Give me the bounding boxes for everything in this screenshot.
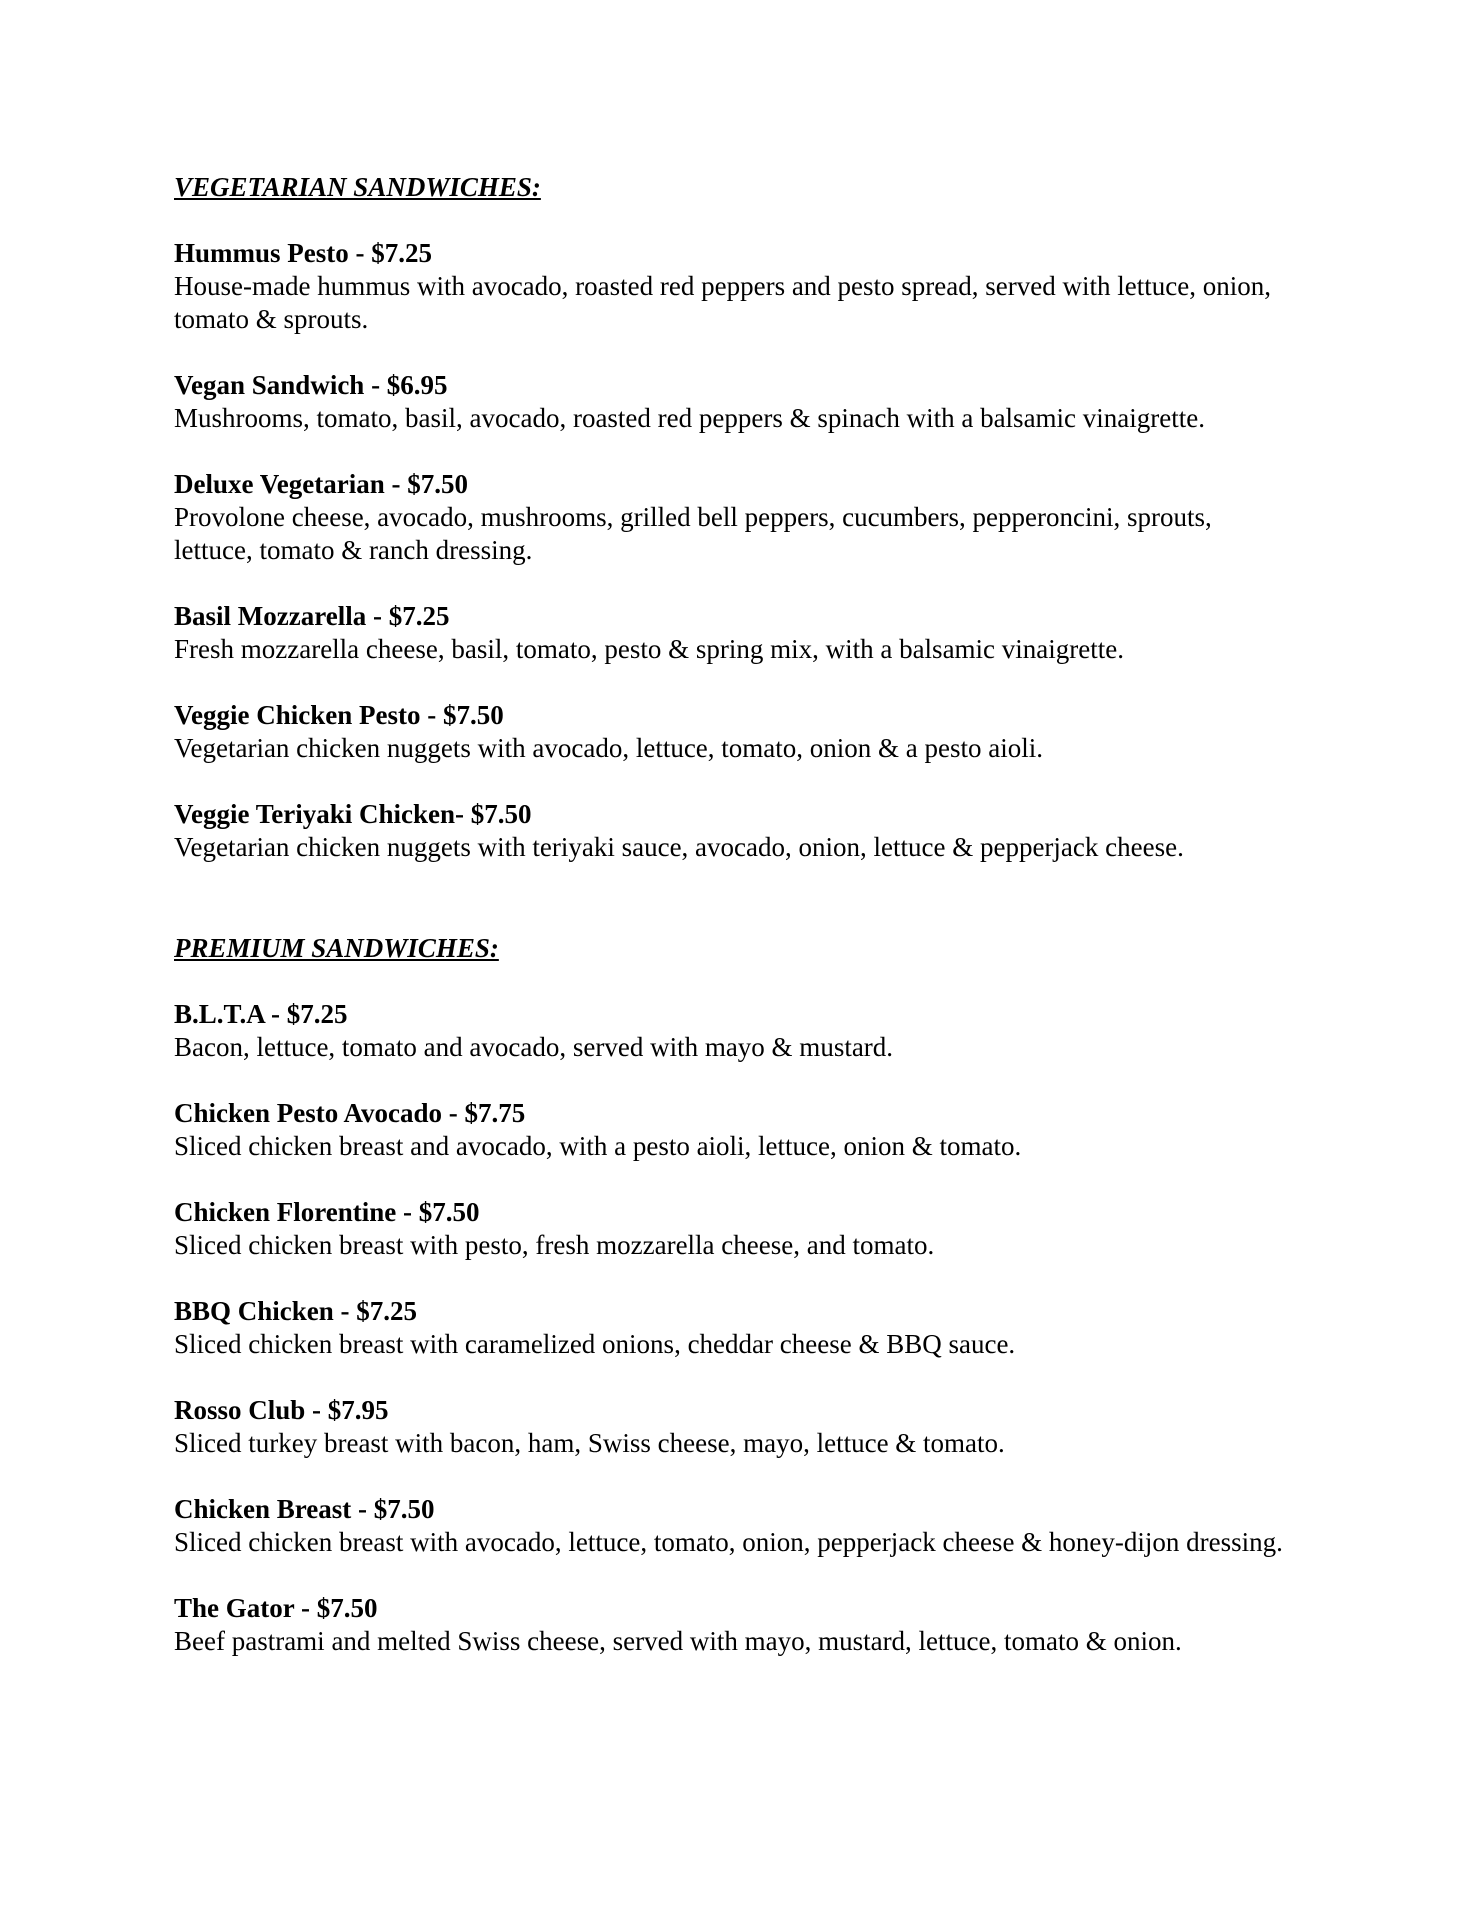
menu-item — [174, 998, 1414, 1064]
menu-item — [174, 1592, 1414, 1658]
item-description: Mushrooms, tomato, basil, avocado, roasted red peppers & spinach with a balsamic vinaigrette. — [174, 403, 1205, 433]
menu-page — [174, 171, 1414, 1691]
item-description: House-made hummus with avocado, roasted red peppers and pesto spread, served with lettuce, onion, tomato & sprouts. — [174, 271, 1271, 334]
menu-item — [174, 468, 1414, 567]
item-title: Chicken Florentine - $7.50 — [174, 1197, 480, 1227]
item-description: Sliced chicken breast with avocado, lettuce, tomato, onion, pepperjack cheese & honey-dijon dressing. — [174, 1527, 1283, 1557]
menu-item — [174, 1097, 1414, 1163]
vegetarian-section — [174, 171, 1414, 864]
item-description: Fresh mozzarella cheese, basil, tomato, pesto & spring mix, with a balsamic vinaigrette. — [174, 634, 1124, 664]
menu-item — [174, 1493, 1414, 1559]
item-title: Veggie Chicken Pesto - $7.50 — [174, 700, 504, 730]
section-heading-premium: PREMIUM SANDWICHES: — [174, 933, 499, 963]
item-title: Vegan Sandwich - $6.95 — [174, 370, 448, 400]
item-description: Bacon, lettuce, tomato and avocado, served with mayo & mustard. — [174, 1032, 894, 1062]
item-title: Chicken Pesto Avocado - $7.75 — [174, 1098, 526, 1128]
item-description: Vegetarian chicken nuggets with avocado, lettuce, tomato, onion & a pesto aioli. — [174, 733, 1043, 763]
premium-section — [174, 932, 1414, 1658]
item-title: B.L.T.A - $7.25 — [174, 999, 348, 1029]
item-title: Deluxe Vegetarian - $7.50 — [174, 469, 468, 499]
item-description: Beef pastrami and melted Swiss cheese, served with mayo, mustard, lettuce, tomato & onion. — [174, 1626, 1182, 1656]
item-description: Sliced chicken breast with caramelized onions, cheddar cheese & BBQ sauce. — [174, 1329, 1016, 1359]
item-description: Sliced turkey breast with bacon, ham, Swiss cheese, mayo, lettuce & tomato. — [174, 1428, 1005, 1458]
menu-item — [174, 1394, 1414, 1460]
item-description: Sliced chicken breast with pesto, fresh mozzarella cheese, and tomato. — [174, 1230, 935, 1260]
item-title: Basil Mozzarella - $7.25 — [174, 601, 450, 631]
item-description: Sliced chicken breast and avocado, with a pesto aioli, lettuce, onion & tomato. — [174, 1131, 1022, 1161]
menu-item — [174, 699, 1414, 765]
item-title: Chicken Breast - $7.50 — [174, 1494, 435, 1524]
menu-item — [174, 369, 1414, 435]
item-title: Rosso Club - $7.95 — [174, 1395, 389, 1425]
item-title: Veggie Teriyaki Chicken- $7.50 — [174, 799, 532, 829]
item-title: The Gator - $7.50 — [174, 1593, 378, 1623]
section-spacer — [174, 897, 1414, 932]
item-description: Vegetarian chicken nuggets with teriyaki sauce, avocado, onion, lettuce & pepperjack cheese. — [174, 832, 1184, 862]
menu-item — [174, 798, 1414, 864]
menu-item — [174, 1295, 1414, 1361]
menu-item — [174, 1196, 1414, 1262]
item-title: BBQ Chicken - $7.25 — [174, 1296, 418, 1326]
item-description: Provolone cheese, avocado, mushrooms, grilled bell peppers, cucumbers, pepperoncini, sprouts, lettuce, tomato & ranch dressing. — [174, 502, 1212, 565]
item-title: Hummus Pesto - $7.25 — [174, 238, 432, 268]
menu-item — [174, 600, 1414, 666]
menu-item — [174, 237, 1414, 336]
section-heading-vegetarian: VEGETARIAN SANDWICHES: — [174, 172, 541, 202]
